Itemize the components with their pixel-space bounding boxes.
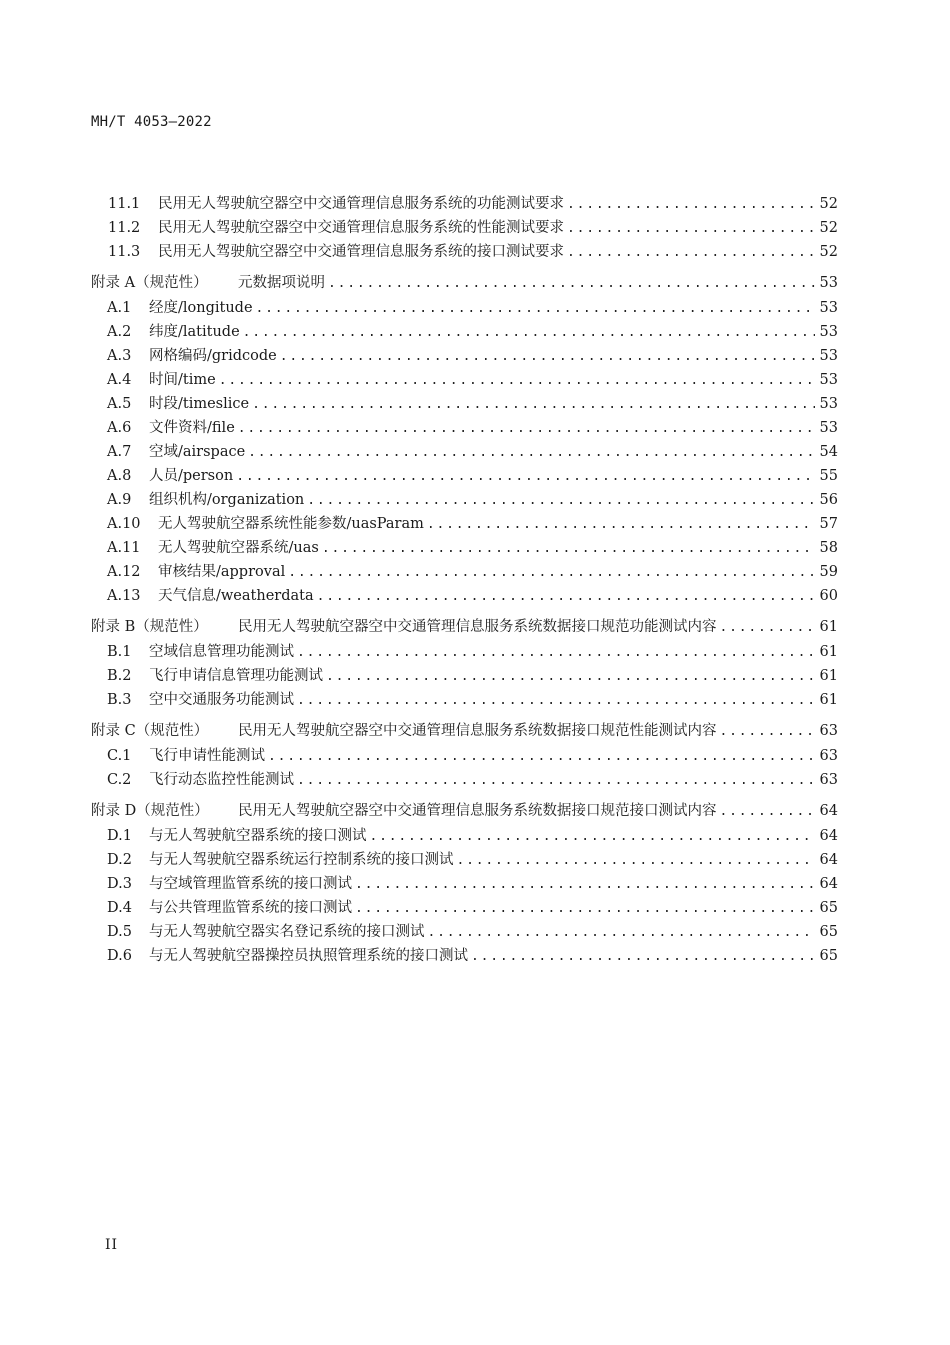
toc-page: 54	[819, 444, 838, 460]
toc-entry-a-8[interactable]	[0, 465, 950, 487]
page-number-footer: II	[105, 1237, 119, 1253]
toc-title: 民用无人驾驶航空器空中交通管理信息服务系统数据接口规范接口测试内容	[238, 803, 717, 819]
toc-number: A.13	[107, 588, 141, 604]
toc-page: 64	[819, 852, 838, 868]
toc-number: A.7	[107, 444, 132, 460]
toc-leader	[471, 946, 815, 968]
toc-page: 65	[819, 900, 838, 916]
toc-entry-d-3[interactable]	[0, 873, 950, 895]
toc-title: 与公共管理监管系统的接口测试	[149, 900, 352, 916]
toc-entry-a-5[interactable]	[0, 393, 950, 415]
toc-entry-d-6[interactable]	[0, 945, 950, 967]
toc-number: D.3	[107, 876, 132, 892]
toc-entry-11-3[interactable]	[0, 241, 950, 263]
toc-page: 52	[819, 196, 838, 212]
toc-leader	[322, 538, 815, 560]
toc-page: 63	[819, 772, 838, 788]
toc-title: 民用无人驾驶航空器空中交通管理信息服务系统的性能测试要求	[158, 220, 564, 236]
toc-title: 纬度/latitude	[149, 324, 240, 340]
toc-page: 64	[819, 828, 838, 844]
toc-page: 64	[819, 876, 838, 892]
toc-title: 与无人驾驶航空器实名登记系统的接口测试	[149, 924, 425, 940]
toc-title: 飞行动态监控性能测试	[149, 772, 294, 788]
toc-page: 53	[819, 420, 838, 436]
toc-page: 53	[819, 396, 838, 412]
toc-page: 63	[819, 748, 838, 764]
toc-entry-a-10[interactable]	[0, 513, 950, 535]
toc-leader	[328, 273, 815, 295]
toc-number: A.4	[107, 372, 132, 388]
toc-leader	[268, 746, 815, 768]
toc-page: 52	[819, 220, 838, 236]
toc-entry-d-1[interactable]	[0, 825, 950, 847]
toc-leader	[243, 322, 815, 344]
toc-page: 64	[819, 803, 838, 819]
toc-entry-b-3[interactable]	[0, 689, 950, 711]
toc-leader	[457, 850, 816, 872]
toc-title: 飞行申请性能测试	[149, 748, 265, 764]
toc-entry-a-2[interactable]	[0, 321, 950, 343]
toc-page: 52	[819, 244, 838, 260]
toc-number: B.3	[107, 692, 132, 708]
toc-title: 与无人驾驶航空器操控员执照管理系统的接口测试	[149, 948, 468, 964]
toc-entry-c-2[interactable]	[0, 769, 950, 791]
toc-number: 附录 B（规范性）	[91, 619, 208, 635]
toc-title: 空中交通服务功能测试	[149, 692, 294, 708]
toc-number: 附录 D（规范性）	[91, 803, 209, 819]
toc-page: 53	[819, 372, 838, 388]
toc-page: 53	[819, 275, 838, 291]
toc-entry-d-2[interactable]	[0, 849, 950, 871]
toc-leader	[428, 922, 816, 944]
toc-leader	[297, 642, 815, 664]
toc-entry-a-3[interactable]	[0, 345, 950, 367]
toc-title: 时段/timeslice	[149, 396, 250, 412]
toc-title: 飞行申请信息管理功能测试	[149, 668, 323, 684]
toc-title: 与无人驾驶航空器系统运行控制系统的接口测试	[149, 852, 454, 868]
toc-entry-d-4[interactable]	[0, 897, 950, 919]
toc-title: 民用无人驾驶航空器空中交通管理信息服务系统的接口测试要求	[158, 244, 564, 260]
toc-entry-a-13[interactable]	[0, 585, 950, 607]
toc-number: 附录 A（规范性）	[91, 275, 208, 291]
toc-entry-annex-b[interactable]	[0, 616, 950, 638]
toc-leader	[238, 418, 815, 440]
toc-title: 民用无人驾驶航空器空中交通管理信息服务系统的功能测试要求	[158, 196, 564, 212]
toc-page: 61	[819, 644, 838, 660]
toc-leader	[280, 346, 815, 368]
toc-leader	[355, 898, 815, 920]
toc-title: 人员/person	[149, 468, 234, 484]
toc-entry-b-2[interactable]	[0, 665, 950, 687]
toc-number: A.6	[107, 420, 132, 436]
toc-entry-annex-d[interactable]	[0, 800, 950, 822]
toc-number: B.2	[107, 668, 132, 684]
toc-leader	[720, 721, 816, 743]
toc-title: 天气信息/weatherdata	[158, 588, 314, 604]
toc-title: 民用无人驾驶航空器空中交通管理信息服务系统数据接口规范功能测试内容	[238, 619, 717, 635]
toc-number: 11.1	[108, 196, 141, 212]
toc-leader	[219, 370, 815, 392]
toc-entry-a-9[interactable]	[0, 489, 950, 511]
toc-entry-a-4[interactable]	[0, 369, 950, 391]
toc-leader	[307, 490, 815, 512]
toc-title: 元数据项说明	[238, 275, 325, 291]
toc-title: 无人驾驶航空器系统性能参数/uasParam	[158, 516, 424, 532]
toc-leader	[288, 562, 815, 584]
toc-leader	[567, 242, 815, 264]
toc-leader	[248, 442, 815, 464]
toc-number: A.1	[107, 300, 132, 316]
toc-leader	[720, 801, 816, 823]
toc-entry-annex-c[interactable]	[0, 720, 950, 742]
toc-page: 56	[819, 492, 838, 508]
toc-title: 空域/airspace	[149, 444, 246, 460]
toc-leader	[297, 690, 815, 712]
toc-number: D.4	[107, 900, 132, 916]
toc-entry-annex-a[interactable]	[0, 272, 950, 294]
toc-title: 无人驾驶航空器系统/uas	[158, 540, 319, 556]
toc-entry-c-1[interactable]	[0, 745, 950, 767]
toc-number: A.12	[107, 564, 141, 580]
toc-leader	[567, 218, 815, 240]
toc-page: 53	[819, 348, 838, 364]
toc-entry-a-6[interactable]	[0, 417, 950, 439]
toc-leader	[326, 666, 815, 688]
toc-title: 组织机构/organization	[149, 492, 305, 508]
toc-number: A.2	[107, 324, 132, 340]
toc-entry-11-2[interactable]	[0, 217, 950, 239]
toc-page: 65	[819, 924, 838, 940]
toc-number: 附录 C（规范性）	[91, 723, 209, 739]
toc-number: A.10	[107, 516, 141, 532]
toc-title: 与空域管理监管系统的接口测试	[149, 876, 352, 892]
toc-number: C.2	[107, 772, 132, 788]
toc-page: 61	[819, 692, 838, 708]
toc-number: 11.3	[108, 244, 141, 260]
toc-leader	[236, 466, 815, 488]
toc-number: D.5	[107, 924, 132, 940]
document-header: MH/T 4053—2022	[91, 114, 212, 130]
toc-title: 文件资料/file	[149, 420, 235, 436]
toc-leader	[355, 874, 815, 896]
toc-title: 时间/time	[149, 372, 216, 388]
toc-page: 58	[819, 540, 838, 556]
toc-page: 53	[819, 324, 838, 340]
toc-page: 53	[819, 300, 838, 316]
toc-entry-b-1[interactable]	[0, 641, 950, 663]
toc-number: A.9	[107, 492, 132, 508]
toc-number: D.1	[107, 828, 132, 844]
toc-leader	[252, 394, 815, 416]
toc-entry-a-7[interactable]	[0, 441, 950, 463]
toc-number: A.3	[107, 348, 132, 364]
toc-leader	[567, 194, 815, 216]
toc-title: 与无人驾驶航空器系统的接口测试	[149, 828, 367, 844]
toc-page: 59	[819, 564, 838, 580]
toc-page: 55	[819, 468, 838, 484]
toc-page: 57	[819, 516, 838, 532]
toc-entry-a-1[interactable]	[0, 297, 950, 319]
toc-title: 空域信息管理功能测试	[149, 644, 294, 660]
toc-title: 经度/longitude	[149, 300, 253, 316]
toc-title: 民用无人驾驶航空器空中交通管理信息服务系统数据接口规范性能测试内容	[238, 723, 717, 739]
toc-number: D.2	[107, 852, 132, 868]
toc-number: B.1	[107, 644, 132, 660]
toc-title: 网格编码/gridcode	[149, 348, 277, 364]
toc-page: 61	[819, 668, 838, 684]
toc-number: A.5	[107, 396, 132, 412]
toc-number: C.1	[107, 748, 132, 764]
toc-title: 审核结果/approval	[158, 564, 286, 580]
toc-number: A.11	[107, 540, 141, 556]
toc-leader	[256, 298, 815, 320]
toc-leader	[427, 514, 815, 536]
toc-leader	[317, 586, 815, 608]
toc-entry-11-1[interactable]	[0, 193, 950, 215]
toc-page: 63	[819, 723, 838, 739]
toc-entry-a-11[interactable]	[0, 537, 950, 559]
toc-leader	[720, 617, 816, 639]
toc-page: 65	[819, 948, 838, 964]
toc-entry-a-12[interactable]	[0, 561, 950, 583]
toc-leader	[297, 770, 815, 792]
toc-entry-d-5[interactable]	[0, 921, 950, 943]
toc-number: D.6	[107, 948, 132, 964]
toc-leader	[370, 826, 816, 848]
toc-number: A.8	[107, 468, 132, 484]
toc-page: 60	[819, 588, 838, 604]
toc-number: 11.2	[108, 220, 141, 236]
toc-page: 61	[819, 619, 838, 635]
